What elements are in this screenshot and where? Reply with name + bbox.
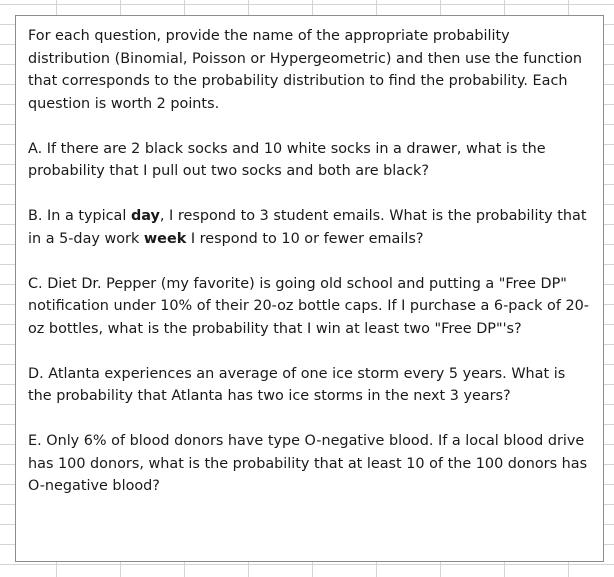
- question-b-text-1: B. In a typical: [28, 208, 131, 224]
- question-a: A. If there are 2 black socks and 10 white socks in a drawer, what is the probability that I pull out two socks and both are black?: [28, 140, 546, 179]
- question-b: [28, 205, 593, 250]
- question-b-bold-week: week: [143, 230, 187, 247]
- question-d: D. Atlanta experiences an average of one ice storm every 5 years. What is the probability that Atlanta has two ice storms in the next 3 years?: [28, 365, 566, 404]
- question-b-text-2: , I respond to 3 student emails. What is the probability that in a 5-day work: [28, 208, 587, 247]
- question-e: E. Only 6% of blood donors have type O-negative blood. If a local blood drive has 100 donors, what is the probability that at least 10 of the 100 donors has O-negative blood?: [28, 433, 588, 494]
- question-b-bold-day: day: [130, 208, 160, 224]
- question-c: C. Diet Dr. Pepper (my favorite) is going old school and putting a "Free DP" notification under 10% of their 20-oz bottle caps. If I purchase a 6-pack of 20-oz bottles, what is the probability that I win at least two "Free DP"'s?: [28, 275, 589, 337]
- question-b-text-3: I respond to 10 or fewer emails?: [186, 230, 424, 247]
- question-text-box[interactable]: [15, 15, 604, 562]
- instructions-paragraph: For each question, provide the name of the appropriate probability distribution (Binomial, Poisson or Hypergeometric) and then use the function that corresponds to the probability distribution to find the probability. Each question is worth 2 points.: [28, 28, 583, 112]
